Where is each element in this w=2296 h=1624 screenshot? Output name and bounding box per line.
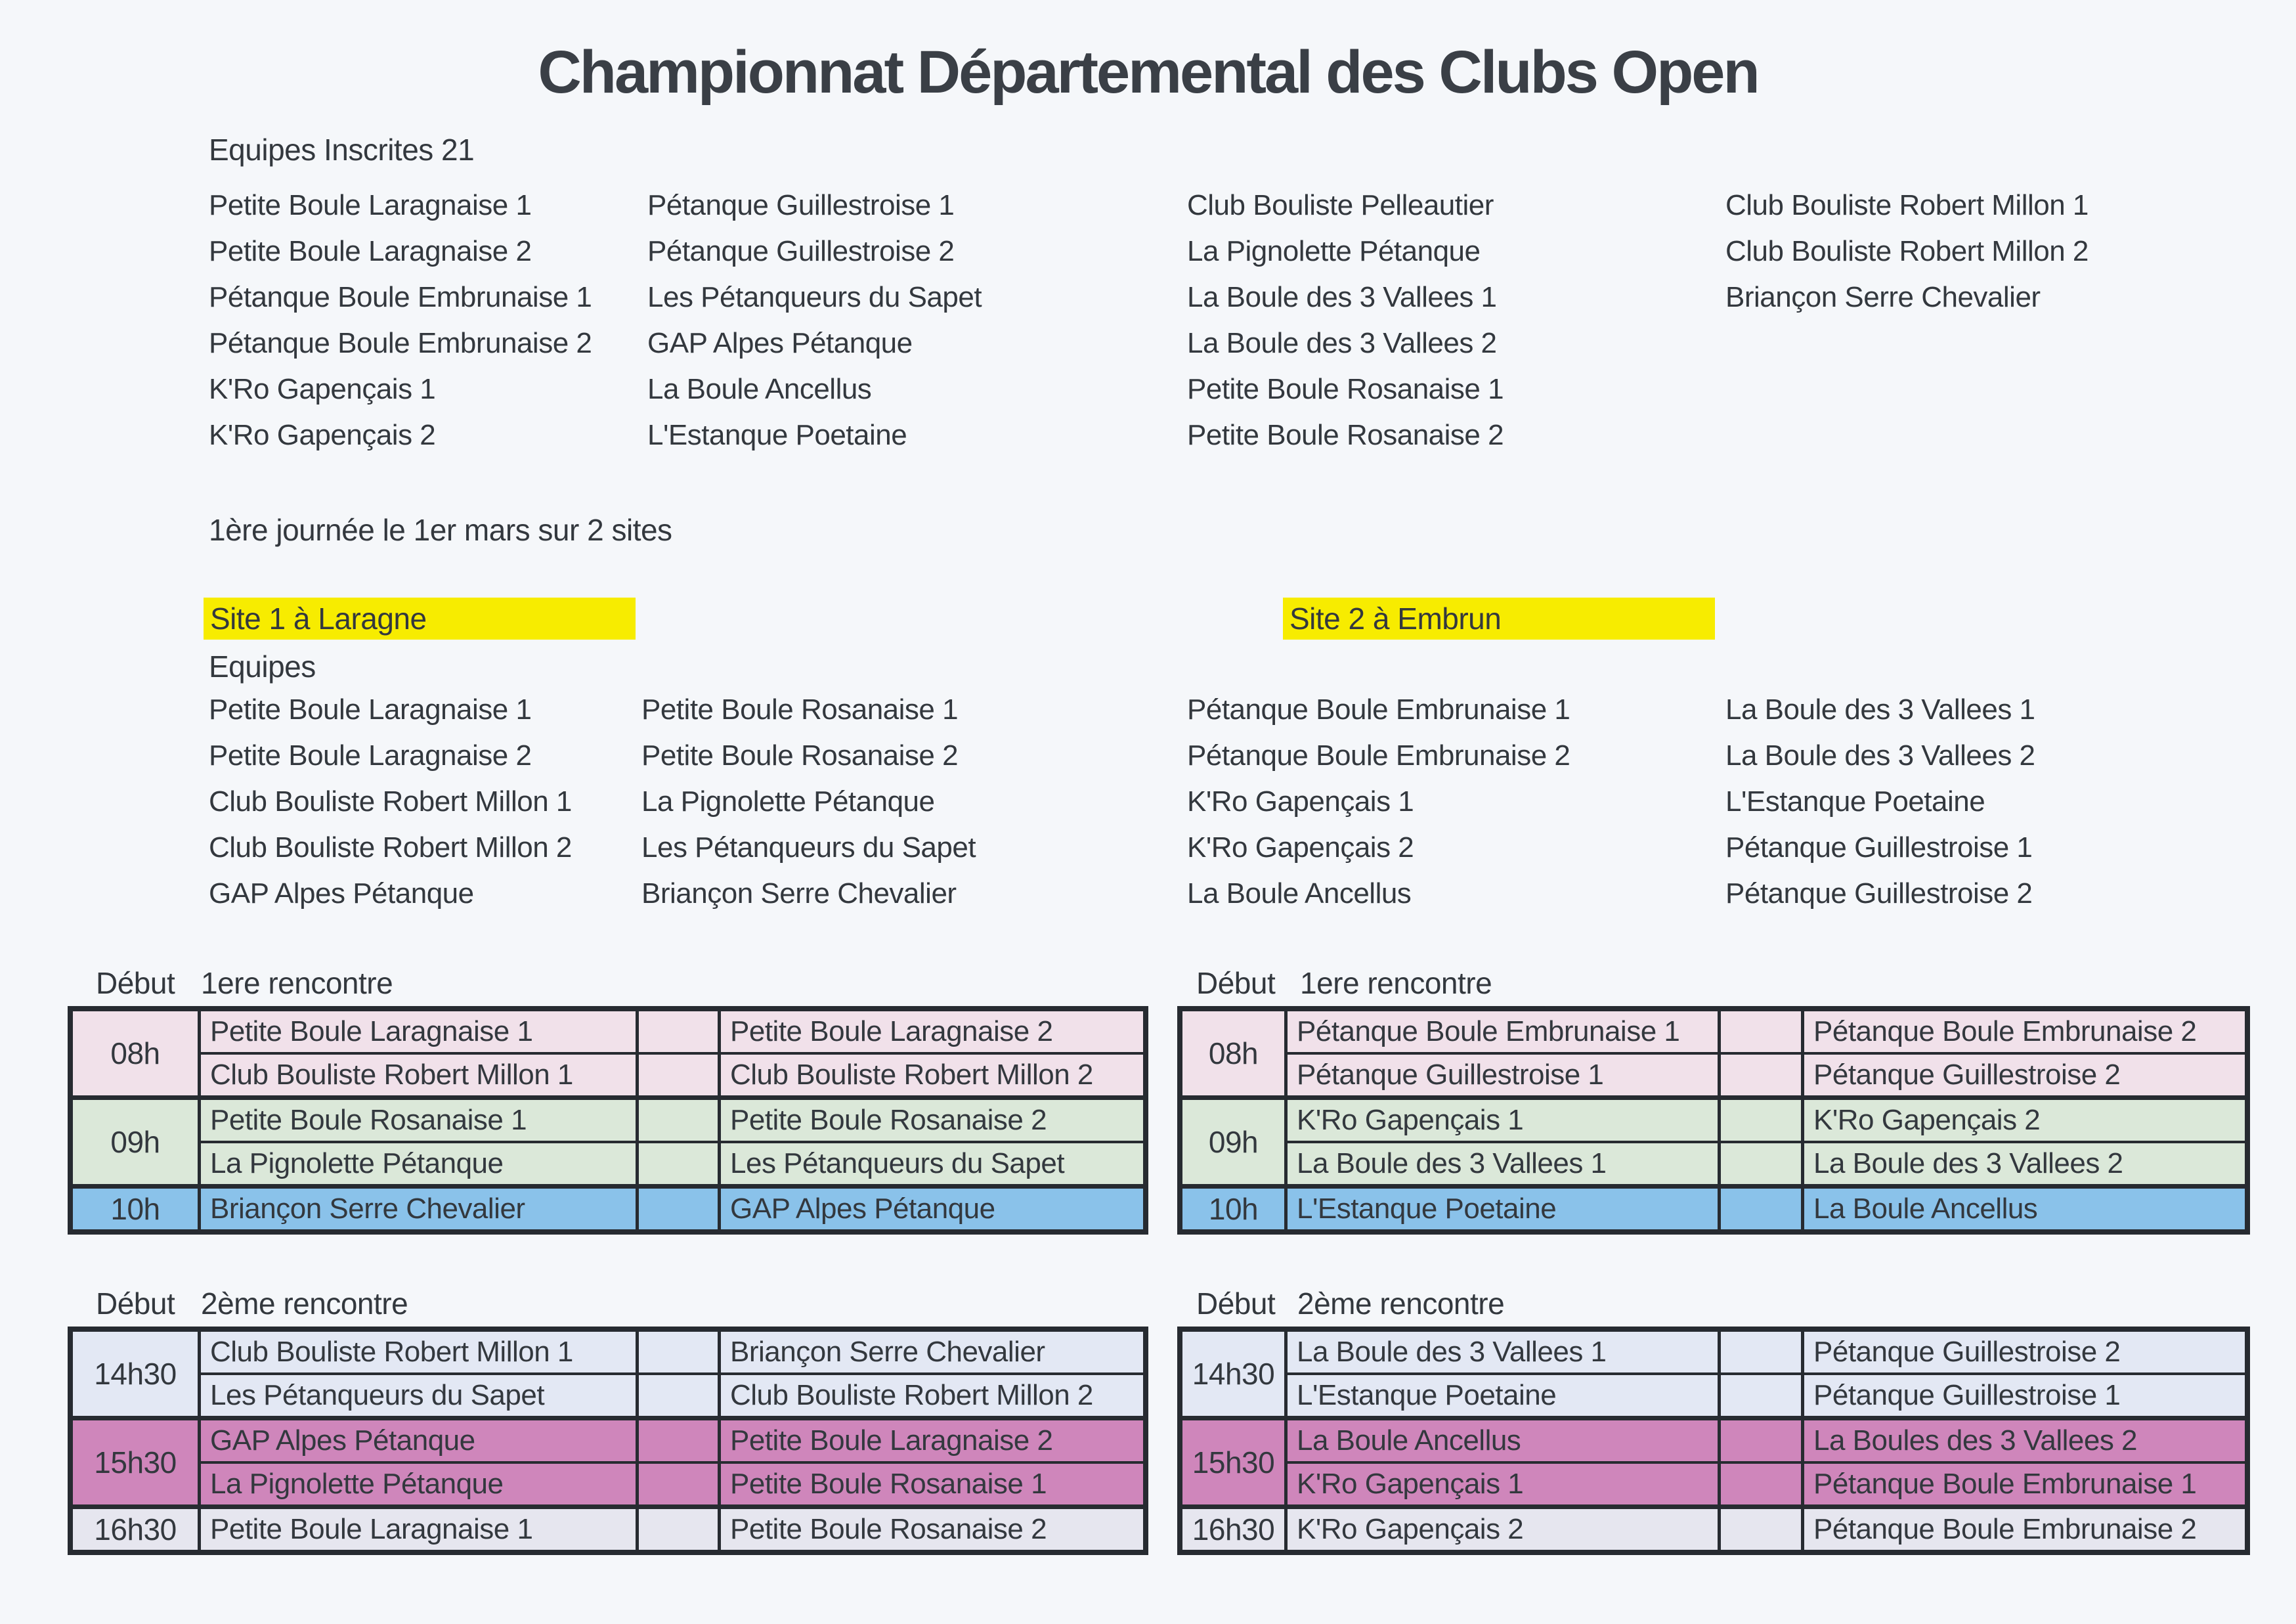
time-group bbox=[1182, 1420, 2245, 1504]
match-row bbox=[201, 1143, 1143, 1184]
team-cell: La Boule Ancellus bbox=[1288, 1420, 1718, 1461]
time-group bbox=[1182, 1011, 2245, 1095]
time-label: 15h30 bbox=[1182, 1420, 1284, 1504]
time-label: 16h30 bbox=[73, 1509, 198, 1550]
match-row bbox=[1288, 1332, 2245, 1372]
score-spacer bbox=[639, 1375, 718, 1416]
registered-column-3 bbox=[1187, 183, 1504, 458]
time-label: 14h30 bbox=[73, 1332, 198, 1416]
registered-column-4 bbox=[1725, 183, 2089, 320]
team-item: Briançon Serre Chevalier bbox=[1725, 281, 2041, 313]
team-item: Petite Boule Rosanaise 1 bbox=[641, 693, 959, 726]
schedule-table-site2-rencontre1 bbox=[1177, 1006, 2250, 1235]
time-label: 08h bbox=[1182, 1011, 1284, 1095]
team-cell: Pétanque Boule Embrunaise 2 bbox=[1804, 1011, 2245, 1052]
team-item: Les Pétanqueurs du Sapet bbox=[647, 281, 982, 313]
time-group bbox=[1182, 1509, 2245, 1550]
time-label: 14h30 bbox=[1182, 1332, 1284, 1416]
match-row bbox=[1288, 1509, 2245, 1550]
debut-label: Début bbox=[1196, 966, 1276, 1000]
team-item: K'Ro Gapençais 2 bbox=[209, 419, 436, 451]
score-spacer bbox=[1721, 1464, 1801, 1504]
match-row bbox=[201, 1509, 1143, 1550]
time-group bbox=[73, 1509, 1143, 1550]
rencontre1-label: 1ere rencontre bbox=[201, 966, 393, 1000]
score-spacer bbox=[1721, 1509, 1801, 1550]
team-item: Club Bouliste Robert Millon 2 bbox=[1725, 235, 2089, 267]
team-cell: Pétanque Guillestroise 1 bbox=[1804, 1375, 2245, 1416]
team-item: Club Bouliste Robert Millon 1 bbox=[209, 785, 572, 818]
team-item: Petite Boule Laragnaise 2 bbox=[209, 235, 532, 267]
match-row bbox=[1288, 1420, 2245, 1461]
match-row bbox=[201, 1375, 1143, 1416]
time-label: 16h30 bbox=[1182, 1509, 1284, 1550]
team-item: GAP Alpes Pétanque bbox=[647, 327, 913, 359]
score-spacer bbox=[639, 1011, 718, 1052]
team-cell: Les Pétanqueurs du Sapet bbox=[721, 1143, 1143, 1184]
team-cell: GAP Alpes Pétanque bbox=[201, 1420, 636, 1461]
match-row bbox=[201, 1420, 1143, 1461]
team-cell: La Pignolette Pétanque bbox=[201, 1143, 636, 1184]
team-cell: Pétanque Guillestroise 2 bbox=[1804, 1055, 2245, 1095]
team-item: Pétanque Guillestroise 2 bbox=[647, 235, 955, 267]
team-item: Pétanque Guillestroise 1 bbox=[1725, 831, 2033, 864]
match-row bbox=[201, 1011, 1143, 1052]
match-row bbox=[201, 1189, 1143, 1229]
score-spacer bbox=[1721, 1375, 1801, 1416]
time-label: 10h bbox=[1182, 1189, 1284, 1229]
site1-equipes-label: Equipes bbox=[209, 649, 316, 684]
team-item: Petite Boule Rosanaise 2 bbox=[641, 739, 959, 772]
match-row bbox=[1288, 1143, 2245, 1184]
team-item: GAP Alpes Pétanque bbox=[209, 877, 474, 910]
team-cell: Petite Boule Rosanaise 1 bbox=[721, 1464, 1143, 1504]
team-item: Pétanque Guillestroise 2 bbox=[1725, 877, 2033, 910]
team-cell: Club Bouliste Robert Millon 1 bbox=[201, 1055, 636, 1095]
time-label: 09h bbox=[1182, 1100, 1284, 1184]
score-spacer bbox=[639, 1189, 718, 1229]
time-group bbox=[1182, 1189, 2245, 1229]
rencontre2-label: 2ème rencontre bbox=[201, 1286, 408, 1321]
time-group bbox=[73, 1420, 1143, 1504]
team-item: Petite Boule Laragnaise 1 bbox=[209, 693, 532, 726]
team-item: Les Pétanqueurs du Sapet bbox=[641, 831, 976, 864]
team-item: K'Ro Gapençais 1 bbox=[1187, 785, 1414, 818]
team-cell: K'Ro Gapençais 1 bbox=[1288, 1100, 1718, 1141]
time-label: 08h bbox=[73, 1011, 198, 1095]
match-row bbox=[1288, 1011, 2245, 1052]
team-cell: L'Estanque Poetaine bbox=[1288, 1375, 1718, 1416]
team-item: Petite Boule Laragnaise 2 bbox=[209, 739, 532, 772]
schedule-table-site1-rencontre2 bbox=[68, 1327, 1148, 1555]
team-item: La Boule des 3 Vallees 1 bbox=[1187, 281, 1497, 313]
team-item: Pétanque Boule Embrunaise 2 bbox=[1187, 739, 1570, 772]
team-item: Briançon Serre Chevalier bbox=[641, 877, 957, 910]
team-cell: La Boule des 3 Vallees 2 bbox=[1804, 1143, 2245, 1184]
debut-label: Début bbox=[96, 1286, 175, 1321]
team-cell: K'Ro Gapençais 2 bbox=[1804, 1100, 2245, 1141]
team-cell: GAP Alpes Pétanque bbox=[721, 1189, 1143, 1229]
team-item: K'Ro Gapençais 2 bbox=[1187, 831, 1414, 864]
team-item: Petite Boule Rosanaise 2 bbox=[1187, 419, 1504, 451]
team-item: La Boule des 3 Vallees 2 bbox=[1187, 327, 1497, 359]
team-cell: Petite Boule Rosanaise 2 bbox=[721, 1100, 1143, 1141]
journee-line: 1ère journée le 1er mars sur 2 sites bbox=[209, 513, 672, 547]
team-cell: Pétanque Boule Embrunaise 1 bbox=[1288, 1011, 1718, 1052]
team-cell: Petite Boule Laragnaise 2 bbox=[721, 1420, 1143, 1461]
team-item: Club Bouliste Robert Millon 2 bbox=[209, 831, 572, 864]
team-cell: La Boule Ancellus bbox=[1804, 1189, 2245, 1229]
team-cell: Briançon Serre Chevalier bbox=[201, 1189, 636, 1229]
time-label: 09h bbox=[73, 1100, 198, 1184]
time-group bbox=[73, 1100, 1143, 1184]
team-cell: K'Ro Gapençais 1 bbox=[1288, 1464, 1718, 1504]
team-cell: L'Estanque Poetaine bbox=[1288, 1189, 1718, 1229]
site1-column-a bbox=[209, 687, 572, 917]
team-cell: Club Bouliste Robert Millon 1 bbox=[201, 1332, 636, 1372]
team-item: Petite Boule Laragnaise 1 bbox=[209, 189, 532, 221]
time-group bbox=[73, 1011, 1143, 1095]
registered-column-2 bbox=[647, 183, 982, 458]
team-item: La Boule Ancellus bbox=[647, 373, 872, 405]
team-cell: Pétanque Boule Embrunaise 2 bbox=[1804, 1509, 2245, 1550]
team-cell: Petite Boule Laragnaise 1 bbox=[201, 1011, 636, 1052]
team-cell: Petite Boule Laragnaise 1 bbox=[201, 1509, 636, 1550]
time-label: 10h bbox=[73, 1189, 198, 1229]
score-spacer bbox=[639, 1055, 718, 1095]
rencontre2-label: 2ème rencontre bbox=[1297, 1286, 1505, 1321]
team-cell: Club Bouliste Robert Millon 2 bbox=[721, 1375, 1143, 1416]
match-row bbox=[1288, 1100, 2245, 1141]
team-item: K'Ro Gapençais 1 bbox=[209, 373, 436, 405]
team-item: Pétanque Boule Embrunaise 2 bbox=[209, 327, 592, 359]
score-spacer bbox=[639, 1509, 718, 1550]
match-row bbox=[201, 1055, 1143, 1095]
score-spacer bbox=[1721, 1189, 1801, 1229]
score-spacer bbox=[639, 1143, 718, 1184]
team-item: La Boule des 3 Vallees 2 bbox=[1725, 739, 2035, 772]
team-cell: Les Pétanqueurs du Sapet bbox=[201, 1375, 636, 1416]
match-row bbox=[201, 1464, 1143, 1504]
debut-label: Début bbox=[96, 966, 175, 1000]
site1-column-b bbox=[641, 687, 976, 917]
team-cell: La Pignolette Pétanque bbox=[201, 1464, 636, 1504]
schedule-table-site2-rencontre2 bbox=[1177, 1327, 2250, 1555]
time-group bbox=[1182, 1100, 2245, 1184]
site1-header: Site 1 à Laragne bbox=[204, 598, 636, 640]
score-spacer bbox=[1721, 1420, 1801, 1461]
match-row bbox=[201, 1100, 1143, 1141]
time-group bbox=[1182, 1332, 2245, 1416]
rencontre1-label: 1ere rencontre bbox=[1300, 966, 1492, 1000]
match-row bbox=[1288, 1375, 2245, 1416]
match-row bbox=[1288, 1464, 2245, 1504]
team-item: La Pignolette Pétanque bbox=[1187, 235, 1481, 267]
team-cell: La Boules des 3 Vallees 2 bbox=[1804, 1420, 2245, 1461]
team-cell: Briançon Serre Chevalier bbox=[721, 1332, 1143, 1372]
score-spacer bbox=[639, 1332, 718, 1372]
team-cell: Petite Boule Laragnaise 2 bbox=[721, 1011, 1143, 1052]
score-spacer bbox=[639, 1420, 718, 1461]
time-label: 15h30 bbox=[73, 1420, 198, 1504]
time-group bbox=[73, 1332, 1143, 1416]
score-spacer bbox=[1721, 1332, 1801, 1372]
site2-header: Site 2 à Embrun bbox=[1283, 598, 1715, 640]
team-item: Pétanque Boule Embrunaise 1 bbox=[1187, 693, 1570, 726]
site2-column-a bbox=[1187, 687, 1570, 917]
time-group bbox=[73, 1189, 1143, 1229]
registered-column-1 bbox=[209, 183, 592, 458]
page-title: Championnat Départemental des Clubs Open bbox=[538, 39, 1758, 106]
score-spacer bbox=[1721, 1100, 1801, 1141]
match-row bbox=[1288, 1055, 2245, 1095]
team-cell: Petite Boule Rosanaise 1 bbox=[201, 1100, 636, 1141]
score-spacer bbox=[639, 1100, 718, 1141]
match-row bbox=[1288, 1189, 2245, 1229]
team-cell: Pétanque Guillestroise 1 bbox=[1288, 1055, 1718, 1095]
team-item: Petite Boule Rosanaise 1 bbox=[1187, 373, 1504, 405]
team-cell: La Boule des 3 Vallees 1 bbox=[1288, 1332, 1718, 1372]
team-item: Club Bouliste Robert Millon 1 bbox=[1725, 189, 2089, 221]
team-cell: Pétanque Boule Embrunaise 1 bbox=[1804, 1464, 2245, 1504]
site2-column-b bbox=[1725, 687, 2035, 917]
team-item: La Boule des 3 Vallees 1 bbox=[1725, 693, 2035, 726]
team-item: La Boule Ancellus bbox=[1187, 877, 1412, 910]
team-item: Club Bouliste Pelleautier bbox=[1187, 189, 1494, 221]
team-cell: K'Ro Gapençais 2 bbox=[1288, 1509, 1718, 1550]
schedule-table-site1-rencontre1 bbox=[68, 1006, 1148, 1235]
team-cell: Petite Boule Rosanaise 2 bbox=[721, 1509, 1143, 1550]
registered-teams-label: Equipes Inscrites 21 bbox=[209, 133, 475, 167]
debut-label: Début bbox=[1196, 1286, 1276, 1321]
match-row bbox=[201, 1332, 1143, 1372]
team-item: Pétanque Boule Embrunaise 1 bbox=[209, 281, 592, 313]
score-spacer bbox=[1721, 1011, 1801, 1052]
team-item: L'Estanque Poetaine bbox=[1725, 785, 1985, 818]
team-item: L'Estanque Poetaine bbox=[647, 419, 907, 451]
score-spacer bbox=[639, 1464, 718, 1504]
team-cell: Pétanque Guillestroise 2 bbox=[1804, 1332, 2245, 1372]
team-item: Pétanque Guillestroise 1 bbox=[647, 189, 955, 221]
score-spacer bbox=[1721, 1143, 1801, 1184]
score-spacer bbox=[1721, 1055, 1801, 1095]
team-cell: Club Bouliste Robert Millon 2 bbox=[721, 1055, 1143, 1095]
team-item: La Pignolette Pétanque bbox=[641, 785, 935, 818]
team-cell: La Boule des 3 Vallees 1 bbox=[1288, 1143, 1718, 1184]
